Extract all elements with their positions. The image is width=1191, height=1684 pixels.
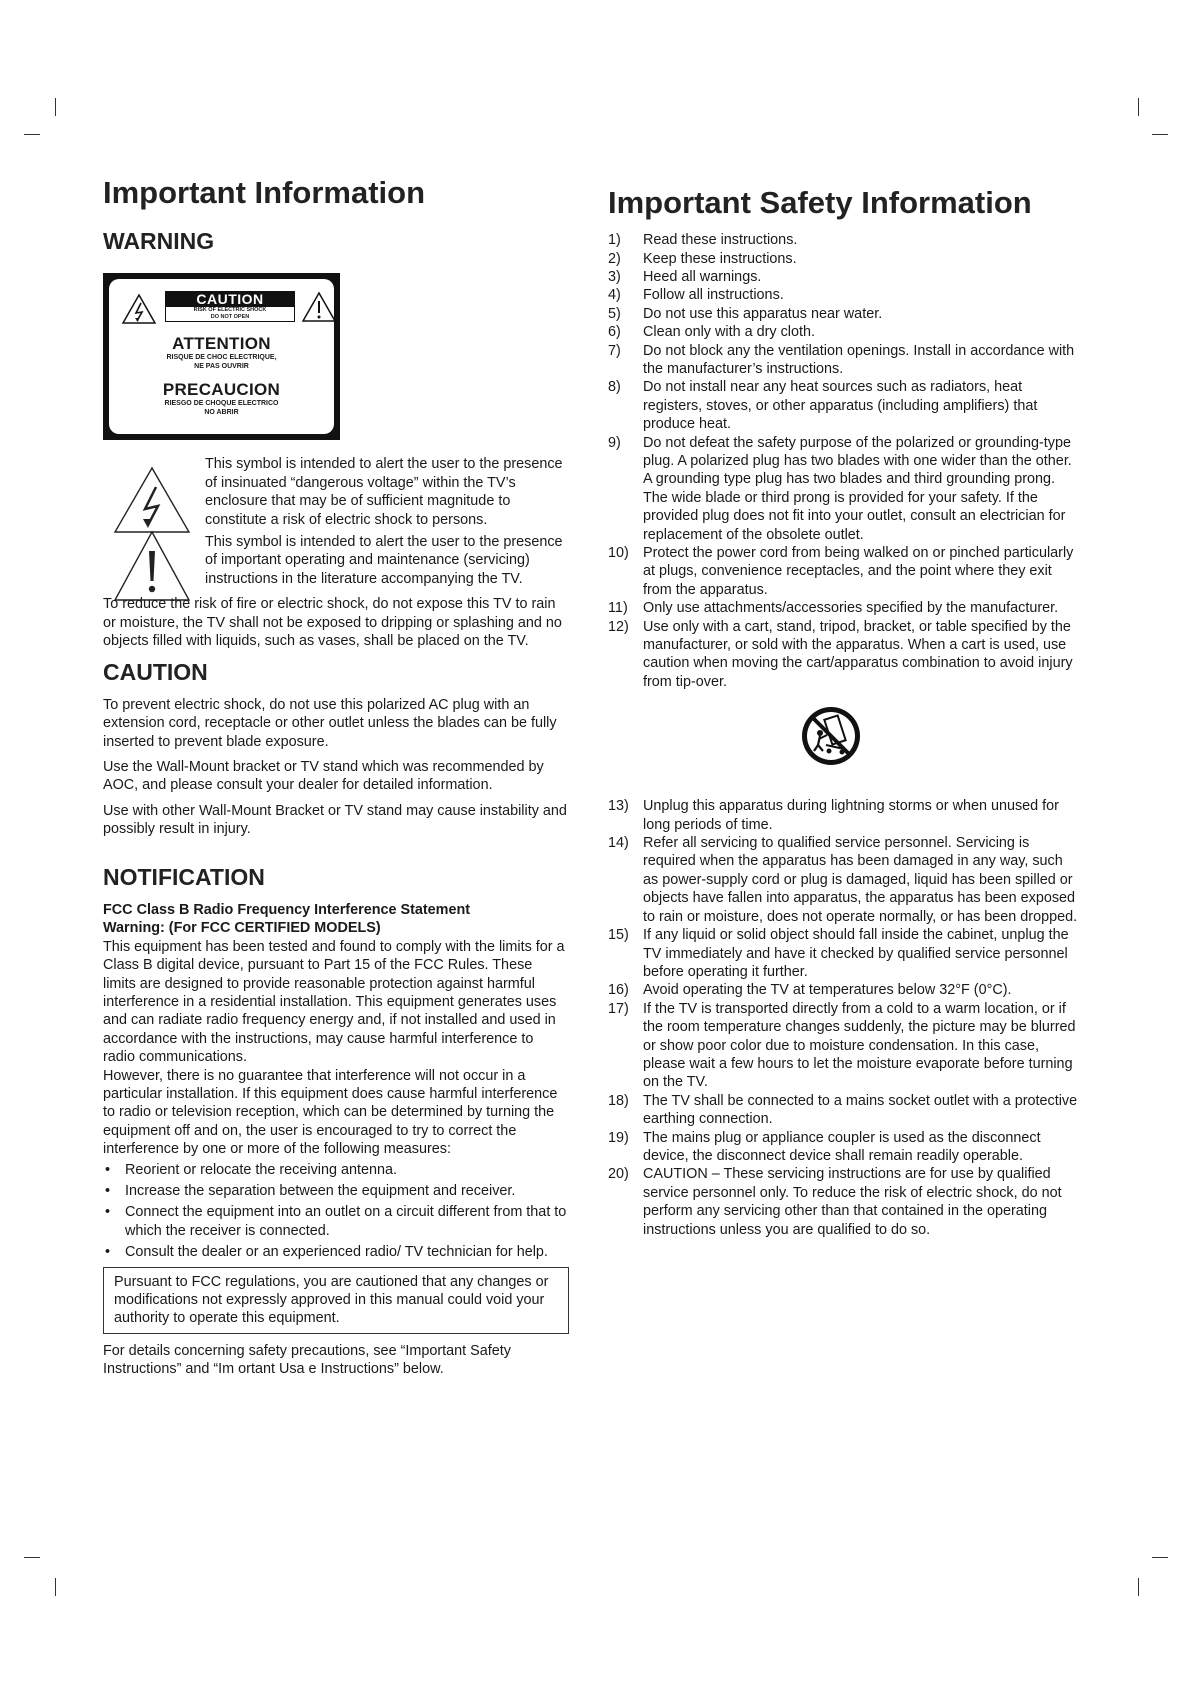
crop-mark bbox=[24, 1557, 40, 1558]
list-item: 6) Clean only with a dry cloth. bbox=[608, 324, 815, 341]
fcc-measures-list bbox=[103, 1161, 569, 1262]
crop-mark bbox=[1152, 134, 1168, 135]
caution-label-header: CAUTION RISK OF ELECTRIC SHOCK DO NOT OPEN bbox=[165, 291, 295, 322]
left-column bbox=[103, 176, 569, 1379]
crop-mark bbox=[1152, 1557, 1168, 1558]
exclamation-warning-icon bbox=[301, 291, 337, 323]
lightning-symbol-row bbox=[103, 455, 569, 529]
fcc-notice-text: Pursuant to FCC regulations, you are cautioned that any changes or modifications not expressly approved in this manual could void your authority to operate this equipment. bbox=[114, 1273, 549, 1327]
lightning-symbol-text: This symbol is intended to alert the user to the presence of insinuated “dangerous voltage” within the TV’s enclosure that may be of sufficient magnitude to constitute a risk of electric shock to persons. bbox=[205, 456, 563, 528]
list-item: 12) Use only with a cart, stand, tripod, bracket, or table specified by the manufacturer, or sold with the apparatus. When a cart is used, use caution when moving the cart/apparatus combination to avoid injury from tip-over. bbox=[608, 618, 1073, 690]
exclamation-symbol-text: This symbol is intended to alert the user to the presence of important operating and maintenance (servicing) instructions in the literature accompanying the TV. bbox=[205, 534, 563, 587]
notification-heading: NOTIFICATION bbox=[103, 863, 265, 890]
list-item: 10) Protect the power cord from being walked on or pinched particularly at plugs, convenience receptacles, and the point where they exit from the apparatus. bbox=[608, 545, 1074, 598]
list-item: 19) The mains plug or appliance coupler is used as the disconnect device, the disconnect device shall remain readily operable. bbox=[608, 1129, 1041, 1164]
right-column bbox=[608, 186, 1078, 1239]
fcc-paragraph: However, there is no guarantee that interference will not occur in a particular installation. If this equipment does cause harmful interference to radio or television reception, which can be determined by turning the equipment off and on, the user is encouraged to try to correct the interference by one or more of the following measures: bbox=[103, 1067, 558, 1158]
list-item: 20) CAUTION – These servicing instructions are for use by qualified service personnel only. To reduce the risk of electric shock, do not perform any servicing other than that contained in the operating instructions unless you are qualified to do so. bbox=[608, 1166, 1062, 1238]
page-title-important-safety-information: Important Safety Information bbox=[608, 185, 1032, 220]
list-item: 16) Avoid operating the TV at temperatures below 32°F (0°C). bbox=[608, 982, 1012, 999]
caution-label-graphic bbox=[103, 273, 340, 440]
list-item: 11) Only use attachments/accessories specified by the manufacturer. bbox=[608, 600, 1059, 617]
list-item: • Consult the dealer or an experienced radio/ TV technician for help. bbox=[105, 1244, 548, 1261]
list-item: 14) Refer all servicing to qualified service personnel. Servicing is required when the apparatus has been damaged in any way, such as power-supply cord or plug is damaged, liquid has been spilled or objects have fallen into apparatus, the apparatus has been exposed to rain or moisture, does not operate normally, or has been dropped. bbox=[608, 835, 1078, 925]
list-item: 7) Do not block any the ventilation openings. Install in accordance with the manufacturer’s instructions. bbox=[608, 342, 1075, 377]
caution-paragraph: Use with other Wall-Mount Bracket or TV stand may cause instability and possibly result in injury. bbox=[103, 802, 567, 838]
caution-heading: CAUTION bbox=[103, 659, 208, 686]
list-item: 8) Do not install near any heat sources such as radiators, heat registers, stoves, or other apparatus (including amplifiers) that produce heat. bbox=[608, 379, 1038, 433]
list-item: 3) Heed all warnings. bbox=[608, 268, 762, 285]
list-item: 4) Follow all instructions. bbox=[608, 287, 784, 304]
page-title-important-information: Important Information bbox=[103, 175, 426, 210]
list-item: 1) Read these instructions. bbox=[608, 232, 798, 249]
crop-mark bbox=[55, 1578, 56, 1596]
list-item: 13) Unplug this apparatus during lightning storms or when unused for long periods of time. bbox=[608, 798, 1059, 833]
fcc-warning-line: Warning: (For FCC CERTIFIED MODELS) bbox=[103, 920, 381, 937]
precaucion-block: PRECAUCION RIESGO DE CHOQUE ELECTRICO NO ABRIR bbox=[162, 380, 281, 417]
caution-paragraph: To prevent electric shock, do not use this polarized AC plug with an extension cord, receptacle or other outlet unless the blades can be fully inserted to prevent blade exposure. bbox=[103, 696, 557, 750]
attention-block: ATTENTION RISQUE DE CHOC ELECTRIQUE, NE PAS OUVRIR bbox=[166, 334, 277, 371]
exclamation-warning-icon bbox=[112, 529, 192, 603]
fcc-notice-box bbox=[103, 1267, 569, 1334]
list-item: 18) The TV shall be connected to a mains socket outlet with a protective earthing connection. bbox=[608, 1092, 1078, 1128]
list-item: 9) Do not defeat the safety purpose of the polarized or grounding-type plug. A polarized plug has two blades with one wider than the other. A grounding type plug has two blades and third grounding prong. The wide blade or third prong is provided for your safety. If the provided plug does not fit into your outlet, consult an electrician for replacement of the obsolete outlet. bbox=[608, 434, 1072, 543]
list-item: • Connect the equipment into an outlet on a circuit different from that to which the receiver is connected. bbox=[105, 1204, 567, 1239]
details-text: For details concerning safety precautions, see “Important Safety Instructions” and “Im ortant Usa e Instructions” below. bbox=[103, 1342, 511, 1378]
list-item: 2) Keep these instructions. bbox=[608, 250, 797, 267]
crop-mark bbox=[1138, 1578, 1139, 1596]
lightning-warning-icon bbox=[121, 293, 157, 325]
crop-mark bbox=[1138, 98, 1139, 116]
fcc-statement-title: FCC Class B Radio Frequency Interference Statement bbox=[103, 901, 471, 918]
list-item: • Reorient or relocate the receiving antenna. bbox=[105, 1161, 397, 1178]
safety-list-part-1 bbox=[608, 231, 1078, 691]
list-item: 17) If the TV is transported directly from a cold to a warm location, or if the room temperature changes suddenly, the picture may be blurred or show poor color due to moisture condensation. In this case, please wait a few hours to let the moisture evaporate before turning on the TV. bbox=[608, 1000, 1076, 1091]
warning-heading: WARNING bbox=[103, 228, 215, 255]
caution-paragraph: Use the Wall-Mount bracket or TV stand which was recommended by AOC, and please consult your dealer for detailed information. bbox=[103, 758, 544, 794]
crop-mark bbox=[55, 98, 56, 116]
fcc-paragraph: This equipment has been tested and found to comply with the limits for a Class B digital device, pursuant to Part 15 of the FCC Rules. These limits are designed to provide reasonable protection against harmful interference in a residential installation. This equipment generates uses and can radiate radio frequency energy and, if not installed and used in accordance with the instructions, may cause harmful interference to radio communications. bbox=[103, 938, 565, 1066]
list-item: 5) Do not use this apparatus near water. bbox=[608, 305, 883, 322]
cart-tip-over-warning-icon bbox=[800, 705, 862, 767]
fire-risk-text: To reduce the risk of fire or electric shock, do not expose this TV to rain or moisture, the TV shall not be exposed to dripping or splashing and no objects filled with liquids, such as vases, shall be placed on the TV. bbox=[103, 596, 562, 650]
list-item: 15) If any liquid or solid object should fall inside the cabinet, unplug the TV immediately and have it checked by qualified service personnel before operating it further. bbox=[608, 927, 1069, 980]
exclamation-symbol-row bbox=[103, 533, 569, 588]
cart-warning-graphic bbox=[608, 691, 1078, 797]
crop-mark bbox=[24, 134, 40, 135]
list-item: • Increase the separation between the equipment and receiver. bbox=[105, 1182, 516, 1199]
lightning-warning-icon bbox=[112, 465, 192, 535]
safety-list-part-2 bbox=[608, 797, 1078, 1239]
